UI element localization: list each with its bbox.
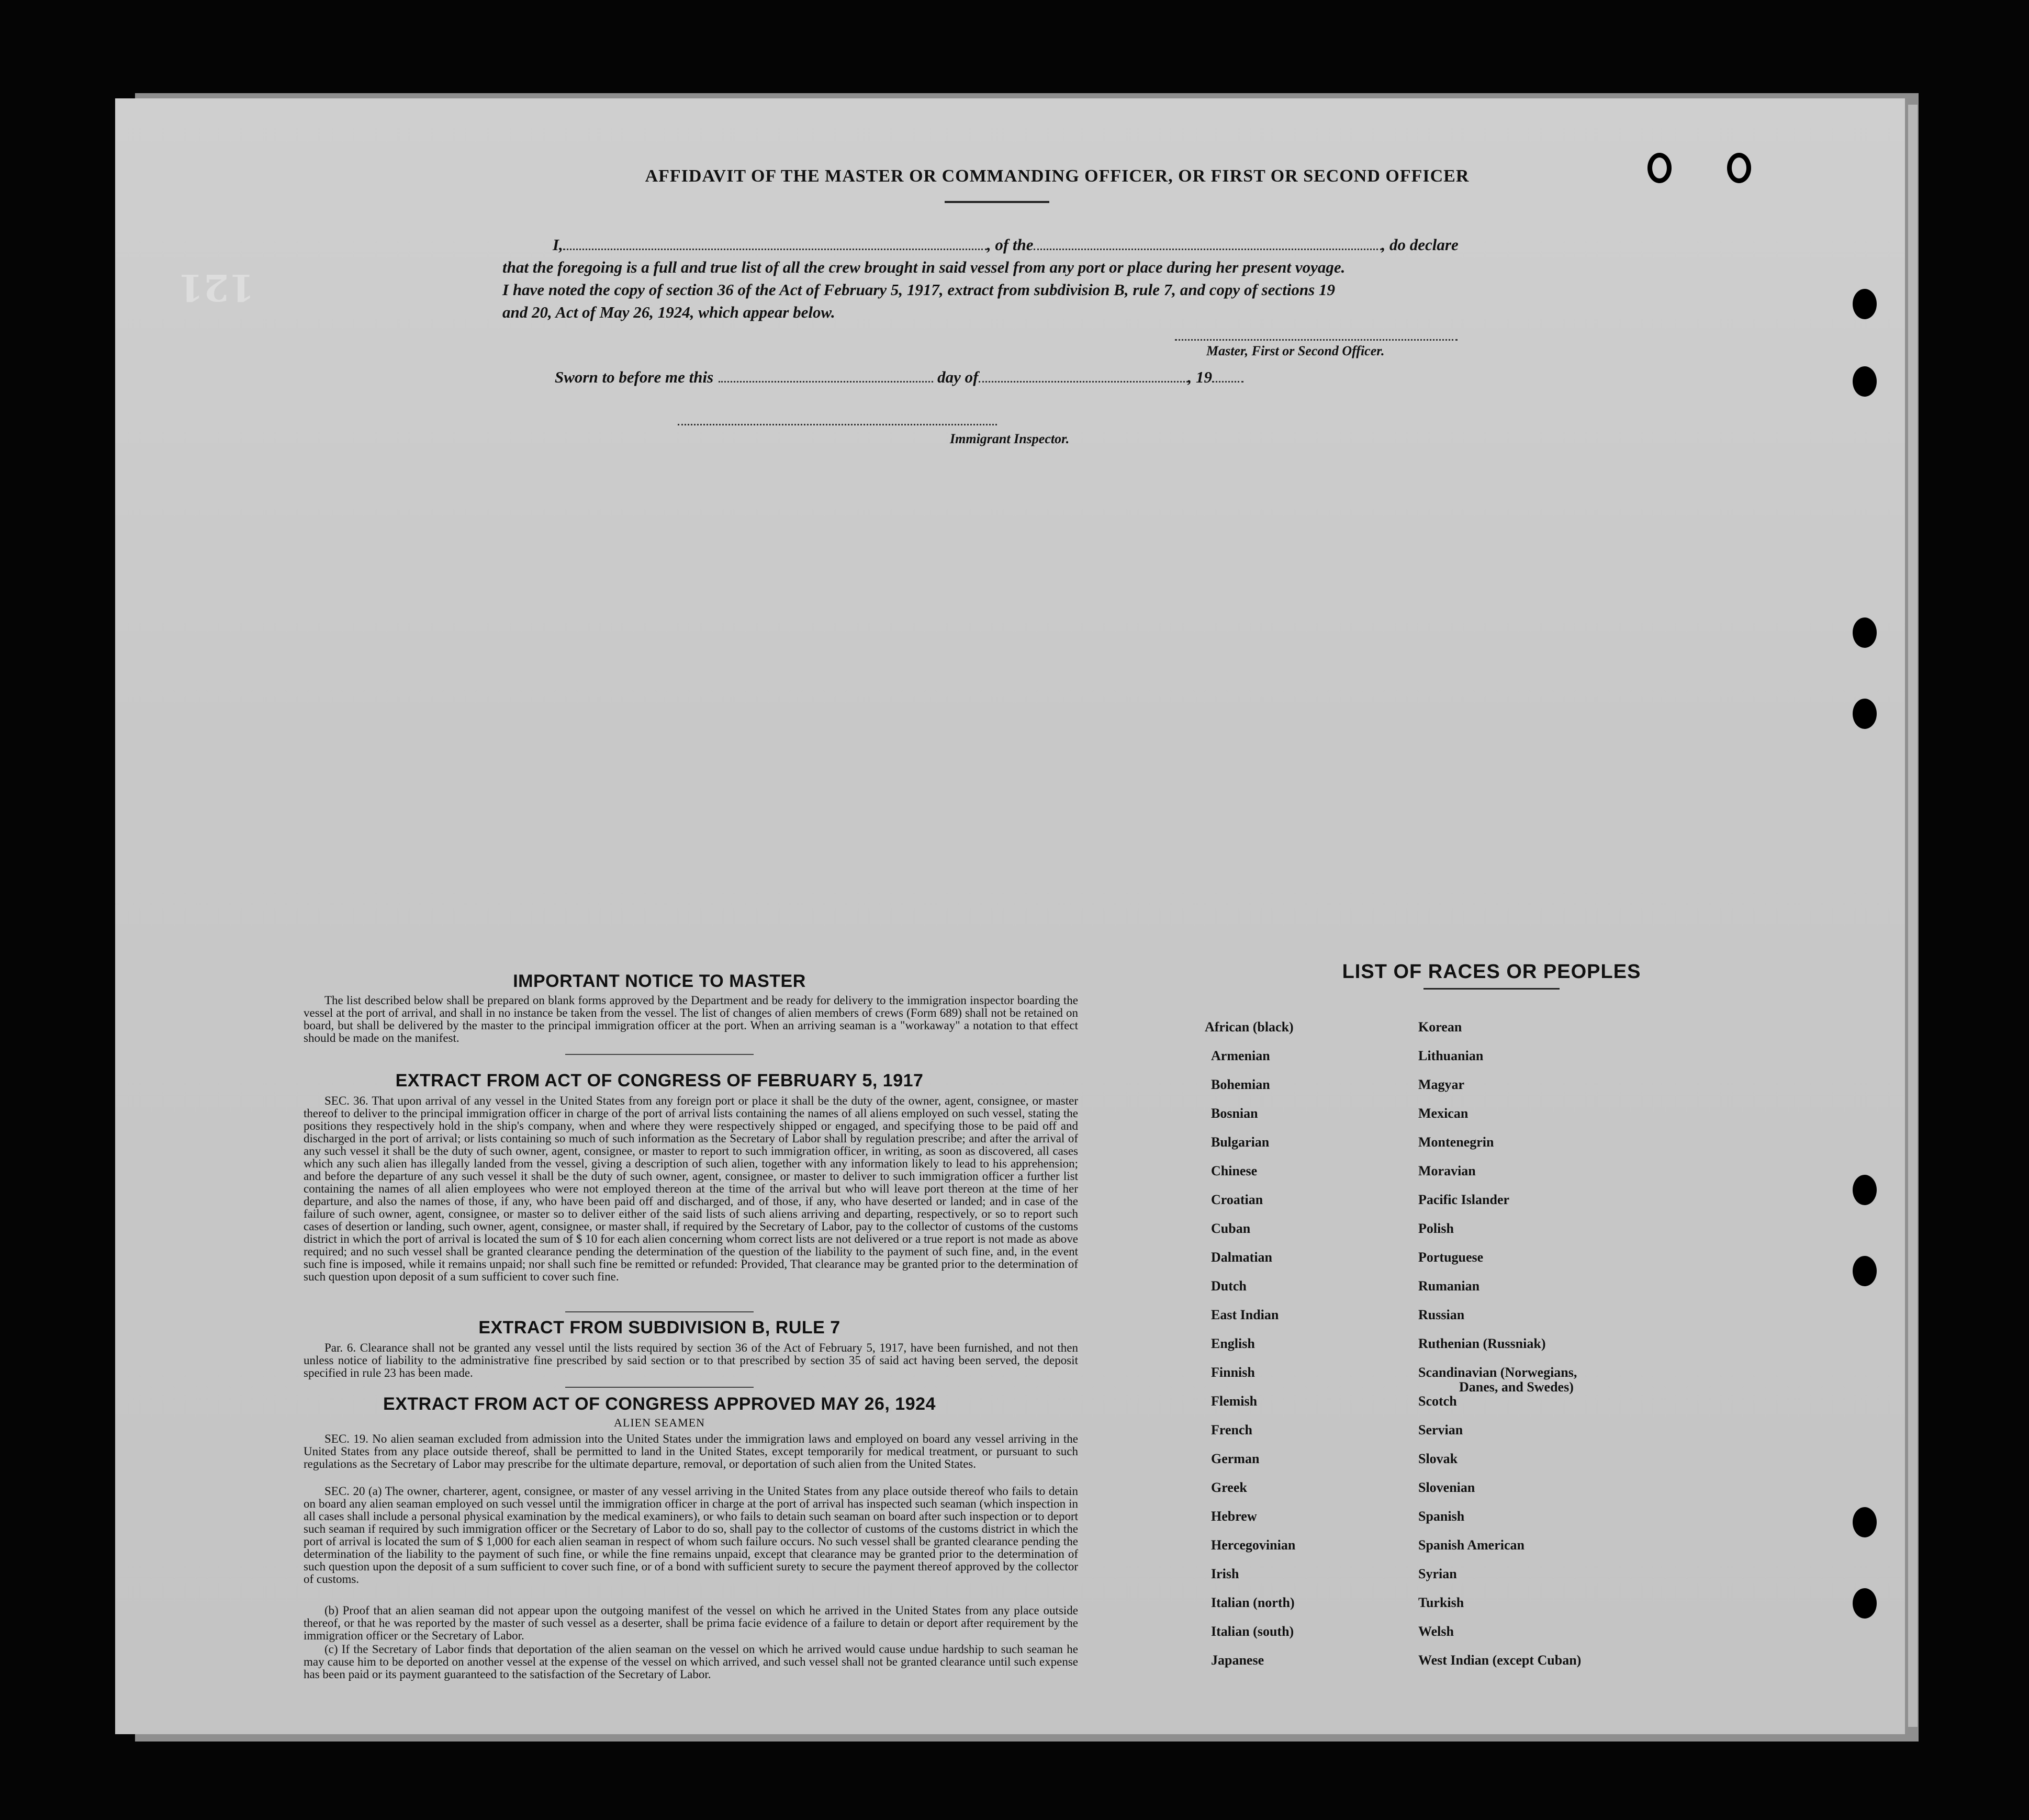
race-left-item: East Indian [1211,1307,1279,1322]
rule-3 [565,1387,754,1388]
year-blank[interactable] [1212,378,1243,383]
race-left-item: Irish [1211,1566,1239,1581]
extract-1924-sec20a: SEC. 20 (a) The owner, charterer, agent, consignee, or master of any vessel arriving in the United States from any place outside thereof who fails to detain on board any alien seaman employed on such vessel until the immigration officer in charge at the port of arrival has inspected such seaman (which inspection in all cases shall include a personal physical examination by the medical examiners), or who fails to detain such seaman on board after such inspection or to deport such seaman if required by such immigration officer or the Secretary of Labor to do so, shall pay to the collector of customs of the customs district in which the port of arrival is located the sum of $ 1,000 for each alien seaman in respect of whom such failure occurs. No such vessel shall be granted clearance pending the determination of the liability to the payment of such fine, or while the fine remains unpaid, except that clearance may be granted prior to the determination of such question upon the deposit of a sum sufficient to cover such fine, or of a bond with sufficient surety to secure the payment thereof approved by the collector of customs. [304,1485,1078,1586]
race-right-item: Syrian [1418,1566,1457,1581]
affidavit-line-2: that the foregoing is a full and true list of all the crew brought in said vessel from any port or place during her present voyage. [502,258,1346,276]
race-left-item: French [1211,1422,1252,1437]
race-right-item: Scandinavian (Norwegians, [1418,1365,1577,1380]
races-title-rule [1423,988,1560,990]
race-left-item: Bulgarian [1211,1134,1270,1150]
day-of-text: day of [937,368,979,386]
binder-hole [1853,1588,1877,1619]
binder-hole [1853,699,1877,729]
rule-2 [565,1311,754,1312]
affidavit-line-3: I have noted the copy of section 36 of the Act of February 5, 1917, extract from subdivision B, rule 7, and copy of sections 19 [502,280,1335,299]
affidavit-title: AFFIDAVIT OF THE MASTER OR COMMANDING OFFICER, OR FIRST OR SECOND OFFICER [645,166,1470,186]
subdivision-b-text: Par. 6. Clearance shall not be granted any vessel until the lists required by section 36 of the Act of February 5, 1917, have been furnished, and not then unless notice of liability to the administrative fine prescribed by said section or to that prescribed by section 35 of said act having been served, the deposit specified in rule 23 has been made. [304,1341,1078,1379]
inspector-label: Immigrant Inspector. [950,431,1070,446]
race-right-item: Welsh [1418,1624,1454,1639]
race-left-item: Japanese [1211,1653,1264,1668]
affidavit-i: I, [553,235,563,254]
race-left-item: Croatian [1211,1192,1263,1207]
race-left-item: Italian (south) [1211,1624,1294,1639]
affidavit-of-the: , of the [987,235,1034,254]
race-left-item: Bohemian [1211,1077,1270,1092]
race-left-item: Chinese [1211,1163,1258,1178]
affidavit-line-1 [553,235,1459,254]
race-right-item: Russian [1418,1307,1465,1322]
day-blank[interactable] [719,378,933,383]
affidavit-line-4: and 20, Act of May 26, 1924, which appear below. [502,303,835,321]
race-left-item: Flemish [1211,1394,1258,1409]
race-left-item: African (black) [1205,1019,1294,1035]
title-rule [945,201,1049,203]
race-right-item: Slovak [1418,1451,1458,1466]
binder-hole [1647,153,1672,183]
race-left-item: Armenian [1211,1048,1270,1063]
extract-1924-title: EXTRACT FROM ACT OF CONGRESS APPROVED MAY 26, 1924 [383,1394,936,1414]
extract-1924-subtitle: ALIEN SEAMEN [614,1416,705,1429]
race-left-item: Hebrew [1211,1509,1257,1524]
race-left-item: German [1211,1451,1260,1466]
races-title: LIST OF RACES OR PEOPLES [1342,961,1641,983]
binder-hole [1853,366,1877,397]
binder-hole [1727,153,1751,183]
binder-hole [1853,1175,1877,1205]
race-right-item: Pacific Islander [1418,1192,1510,1207]
inspector-signature-line[interactable] [678,424,997,425]
race-left-item: Hercegovinian [1211,1537,1296,1553]
race-left-item: Bosnian [1211,1106,1258,1121]
extract-1924-sec19: SEC. 19. No alien seaman excluded from admission into the United States under the immigration laws and employed on board any vessel arriving in the United States from any place outside thereof, shall be permitted to land in the United States, except temporarily for medical treatment, or pursuant to such regulations as the Secretary of Labor may prescribe for the ultimate departure, removal, or deportation of such alien from the United States. [304,1432,1078,1470]
extract-1917-text: SEC. 36. That upon arrival of any vessel in the United States from any foreign port or place it shall be the duty of the owner, agent, consignee, or master thereof to deliver to the principal immigration officer in charge of the port of arrival lists containing the names of all aliens employed on such vessel, stating the positions they respectively hold in the ship's company, when and where they were respectively shipped or engaged, and specifying those to be paid off and discharged in the port of arrival; or lists containing so much of such information as the Secretary of Labor shall by regulation prescribe; and after the arrival of any such vessel it shall be the duty of such owner, agent, consignee, or master to report to such immigration officer, in writing, as soon as discovered, all cases which any such alien has illegally landed from the vessel, giving a description of such alien, together with any information likely to lead to his apprehension; and before the departure of any such vessel it shall be the duty of such owner, agent, consignee, or master to deliver to such immigration officer a further list containing the names of all alien employees who were not employed thereon at the time of the arrival but who will leave port thereon at the time of her departure, and also the names of those, if any, who have been paid off and discharged, and of those, if any, who have deserted or landed; and in case of the failure of such owner, agent, consignee, or master so to deliver either of the said lists of such aliens arriving and departing, respectively, or so to report such cases of desertion or landing, such owner, agent, consignee, or master shall, if required by the Secretary of Labor, pay to the collector of customs of the customs district in which the port of arrival is located the sum of $ 10 for each alien concerning whom correct lists are not delivered or a true report is not made as above required; and no such vessel shall be granted clearance pending the determination of the question of the liability to the payment of such fine, and, in the event such fine is imposed, while it remains unpaid; nor shall such fine be remitted or refunded: Provided, That clearance may be granted prior to the determination of such question upon deposit of a sum sufficient to cover such fine. [304,1094,1078,1283]
notice-title: IMPORTANT NOTICE TO MASTER [513,971,806,991]
race-right-item: Korean [1418,1019,1462,1035]
race-left-item: Finnish [1211,1365,1255,1380]
affidavit-declare: , do declare [1381,235,1459,254]
document-sheet [115,98,1905,1734]
master-label: Master, First or Second Officer. [1206,343,1385,358]
binder-hole [1853,289,1877,319]
race-right-item: Turkish [1418,1595,1464,1610]
subdivision-b-title: EXTRACT FROM SUBDIVISION B, RULE 7 [478,1318,840,1338]
race-left-item: English [1211,1336,1255,1351]
race-right-item: Moravian [1418,1163,1476,1178]
race-right-item: Scotch [1418,1394,1457,1409]
rule-1 [565,1054,754,1055]
race-left-item: Dalmatian [1211,1250,1272,1265]
binder-hole [1853,617,1877,648]
race-left-item: Italian (north) [1211,1595,1295,1610]
race-right-item: Mexican [1418,1106,1468,1121]
race-right-item: Ruthenian (Russniak) [1418,1336,1546,1351]
notice-text: The list described below shall be prepared on blank forms approved by the Department and be ready for delivery to the immigration inspector boarding the vessel at the port of arrival, and shall in no instance be taken from the vessel. The list of changes of alien members of crews (Form 689) shall not be retained on board, but shall be delivered by the master to the principal immigration officer at the port. When an arriving seaman is a "workaway" a notation to that effect should be made on the manifest. [304,994,1078,1044]
race-right-item: Polish [1418,1221,1454,1236]
binder-hole [1853,1256,1877,1286]
race-right-item: Danes, and Swedes) [1459,1379,1574,1395]
race-left-item: Dutch [1211,1278,1247,1294]
sworn-text: Sworn to before me this [555,368,714,386]
extract-1924-sec20b: (b) Proof that an alien seaman did not appear upon the outgoing manifest of the vessel on which he arrived in the United States from any place outside thereof, or that he was reported by the master of such vessel as a deserter, shall be prima facie evidence of a failure to detain or deport after requirement by the immigration officer or the Secretary of Labor. [304,1604,1078,1642]
race-left-item: Cuban [1211,1221,1251,1236]
extract-1917-title: EXTRACT FROM ACT OF CONGRESS OF FEBRUARY 5, 1917 [395,1071,924,1091]
name-blank[interactable] [563,245,987,250]
race-right-item: Spanish American [1418,1537,1524,1553]
sworn-line [555,368,1243,387]
vessel-blank[interactable] [1034,245,1382,250]
race-right-item: Lithuanian [1418,1048,1484,1063]
race-right-item: Spanish [1418,1509,1465,1524]
race-right-item: Magyar [1418,1077,1465,1092]
race-right-item: Servian [1418,1422,1463,1437]
race-right-item: Montenegrin [1418,1134,1494,1150]
race-right-item: Rumanian [1418,1278,1480,1294]
race-right-item: West Indian (except Cuban) [1418,1653,1582,1668]
year-text: , 19 [1187,368,1212,386]
race-right-item: Portuguese [1418,1250,1484,1265]
binder-hole [1853,1507,1877,1537]
page-edge [1908,105,1918,1727]
extract-1924-sec20c: (c) If the Secretary of Labor finds that deportation of the alien seaman on the vessel on which he arrived would cause undue hardship to such seaman he may cause him to be deported on another vessel at the expense of the vessel on which arrived, and such vessel shall not be granted clearance until such expense has been paid or its payment guaranteed to the satisfaction of the Secretary of Labor. [304,1643,1078,1681]
month-blank[interactable] [979,378,1188,383]
race-left-item: Greek [1211,1480,1247,1495]
master-signature-line[interactable] [1175,339,1458,341]
race-right-item: Slovenian [1418,1480,1475,1495]
side-mark: 121 [178,266,255,309]
